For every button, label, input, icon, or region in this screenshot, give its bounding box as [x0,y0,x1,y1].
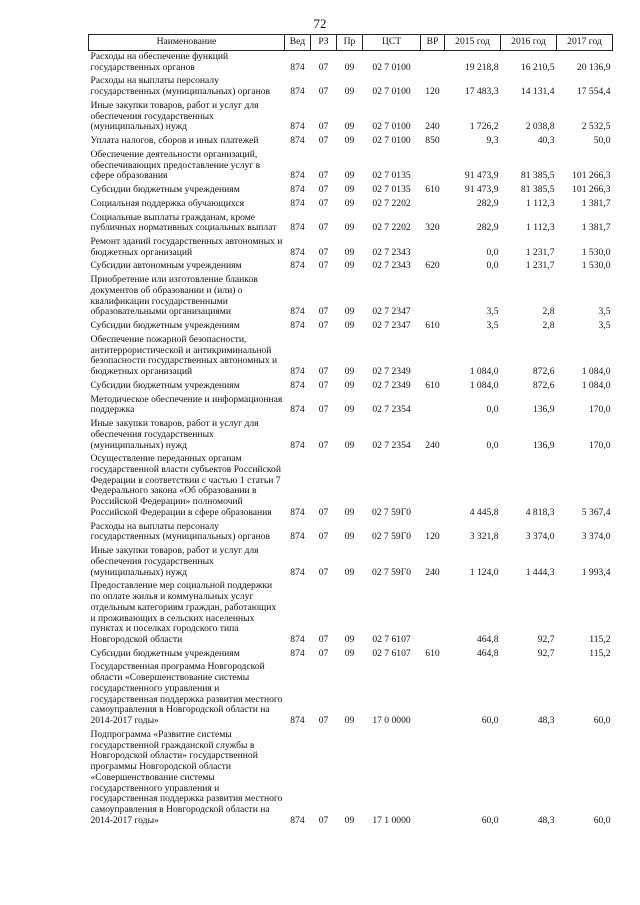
row-name: Субсидии бюджетным учреждениям [90,184,240,196]
row-2016: 16 210,5 [520,61,555,73]
row-name: Уплата налогов, сборов и иных платежей [90,135,259,147]
row-2015: 1 084,0 [469,366,499,378]
row-ved: 874 [290,531,305,543]
table-row [89,260,613,274]
row-name: Субсидии автономным учреждениям [90,260,242,272]
row-cst: 02 7 0100 [372,121,411,133]
row-vr: 610 [425,379,440,391]
row-2017: 101 266,3 [572,170,611,182]
table-row [89,380,613,394]
row-name: Обеспечение деятельности организаций, обеспечивающих предоставление услуг в сфере образования [90,148,261,182]
row-cst: 02 7 2349 [372,366,411,378]
row-name: Социальная поддержка обучающихся [90,197,245,209]
table-row [89,418,613,453]
row-vr: 610 [425,647,440,659]
row-name: Субсидии бюджетным учреждениям [90,320,240,332]
row-2016: 48,3 [537,715,555,727]
row-ved: 874 [290,633,305,645]
row-ved: 874 [290,222,305,234]
row-vr: 240 [425,439,440,451]
row-name: Осуществление переданных органам государственной власти субъектов Российской Федерации в соответствии с частью 1 статьи 7 Федерального закона «Об образовании в Российской Федерации» полномочий Российской Федерации в сфере образования [90,453,281,518]
row-2017: 1 381,7 [581,197,611,209]
page-number: 72 [313,16,327,31]
row-vr [421,274,445,320]
row-2016: 1 444,3 [525,566,555,578]
row-2015: 4 445,8 [469,506,499,518]
row-rz: 07 [318,647,329,659]
row-vr [421,729,445,829]
row-pr: 09 [344,135,355,147]
table-row [89,236,613,260]
row-pr: 09 [344,306,355,318]
row-vr: 850 [425,135,440,147]
row-vr: 240 [425,121,440,133]
row-2016: 40,3 [537,135,555,147]
row-2017: 5 367,4 [581,506,611,518]
row-rz: 07 [318,439,329,451]
row-2015: 91 473,9 [464,184,499,196]
row-vr [421,149,445,184]
row-pr: 09 [344,366,355,378]
row-2015: 3 321,8 [469,531,499,543]
row-2017: 20 136,9 [576,61,611,73]
row-rz: 07 [318,306,329,318]
row-ved: 874 [290,306,305,318]
row-vr [421,394,445,418]
row-2017: 3,5 [598,306,611,318]
row-rz: 07 [318,506,329,518]
row-2016: 3 374,0 [525,531,555,543]
header-vr: ВР [421,35,445,51]
header-2015: 2015 год [445,35,501,51]
row-vr: 120 [425,531,440,543]
table-header [89,35,613,51]
row-cst: 02 7 59Г0 [371,531,412,543]
row-2015: 3,5 [486,320,499,332]
row-rz: 07 [318,566,329,578]
row-2016: 1 231,7 [525,246,555,258]
header-2017: 2017 год [557,35,613,51]
table-row [89,274,613,320]
row-vr: 620 [425,260,440,272]
row-name: Иные закупки товаров, работ и услуг для обеспечения государственных (муниципальных) нужд [90,99,259,133]
row-2015: 0,0 [486,260,499,272]
row-2017: 1 084,0 [581,379,611,391]
header-ved: Вед [285,35,311,51]
row-name: Субсидии бюджетным учреждениям [90,379,240,391]
row-2015: 1 726,2 [469,121,499,133]
row-cst: 02 7 0100 [372,61,411,73]
row-2017: 1 084,0 [581,366,611,378]
row-name: Ремонт зданий государственных автономных и бюджетных организаций [90,236,283,258]
row-2015: 3,5 [486,306,499,318]
row-2016: 136,9 [532,439,555,451]
row-cst: 17 1 0000 [372,814,411,826]
budget-table [88,34,613,828]
header-name: Наименование [89,35,285,51]
row-pr: 09 [344,246,355,258]
row-2015: 60,0 [481,814,499,826]
row-2015: 17 483,3 [464,86,499,98]
row-pr: 09 [344,566,355,578]
row-2016: 1 112,3 [526,197,555,209]
row-rz: 07 [318,246,329,258]
row-rz: 07 [318,86,329,98]
row-vr [421,334,445,380]
row-pr: 09 [344,260,355,272]
row-2017: 17 554,4 [576,86,611,98]
row-name: Иные закупки товаров, работ и услуг для обеспечения государственных (муниципальных) нужд [90,545,259,578]
row-ved: 874 [290,379,305,391]
row-2016: 92,7 [537,633,555,645]
row-pr: 09 [344,170,355,182]
row-ved: 874 [290,320,305,332]
row-name: Расходы на выплаты персоналу государственных (муниципальных) органов [90,520,271,543]
row-2016: 1 231,7 [525,260,555,272]
row-pr: 09 [344,404,355,416]
table-row [89,545,613,580]
row-vr: 120 [425,86,440,98]
row-ved: 874 [290,566,305,578]
row-pr: 09 [344,647,355,659]
row-2017: 170,0 [588,439,611,451]
row-rz: 07 [318,170,329,182]
row-2015: 1 084,0 [469,379,499,391]
row-2015: 1 124,0 [469,566,499,578]
row-pr: 09 [344,320,355,332]
row-cst: 02 7 6107 [372,647,411,659]
row-vr: 610 [425,320,440,332]
row-ved: 874 [290,184,305,196]
row-rz: 07 [318,61,329,73]
row-ved: 874 [290,260,305,272]
row-2016: 2 038,8 [525,121,555,133]
row-vr [421,453,445,520]
row-cst: 02 7 0135 [372,170,411,182]
row-cst: 02 7 0100 [372,135,411,147]
row-pr: 09 [344,439,355,451]
row-2016: 4 818,3 [525,506,555,518]
row-ved: 874 [290,197,305,209]
table-row [89,75,613,99]
row-2015: 464,8 [476,647,499,659]
row-name: Субсидии бюджетным учреждениям [90,647,240,659]
row-cst: 02 7 2354 [372,439,411,451]
row-cst: 02 7 2202 [372,197,411,209]
row-cst: 02 7 2347 [372,320,411,332]
row-2016: 136,9 [532,404,555,416]
row-2016: 1 112,3 [526,222,555,234]
row-rz: 07 [318,320,329,332]
row-2015: 60,0 [481,715,499,727]
row-name: Расходы на выплаты персоналу государственных (муниципальных) органов [90,75,271,98]
row-2016: 2,8 [542,320,555,332]
row-pr: 09 [344,121,355,133]
header-2016: 2016 год [501,35,557,51]
row-rz: 07 [318,814,329,826]
row-pr: 09 [344,184,355,196]
row-ved: 874 [290,366,305,378]
row-2015: 91 473,9 [464,170,499,182]
row-vr [421,198,445,212]
table-row [89,661,613,728]
row-pr: 09 [344,715,355,727]
row-name: Обеспечение пожарной безопасности, антитеррористической и антикриминальной безопасности государственных автономных и бюджетных организаций [90,333,278,378]
row-pr: 09 [344,531,355,543]
row-ved: 874 [290,404,305,416]
row-2015: 282,9 [476,222,499,234]
row-pr: 09 [344,222,355,234]
table-row [89,453,613,520]
row-rz: 07 [318,404,329,416]
row-ved: 874 [290,506,305,518]
table-row [89,135,613,149]
row-rz: 07 [318,633,329,645]
row-ved: 874 [290,121,305,133]
row-rz: 07 [318,197,329,209]
row-2016: 48,3 [537,814,555,826]
row-2017: 101 266,3 [572,184,611,196]
row-ved: 874 [290,715,305,727]
row-2017: 2 532,5 [581,121,611,133]
row-cst: 02 7 2349 [372,379,411,391]
row-name: Расходы на обеспечение функций государственных органов [90,51,229,73]
table-row [89,334,613,380]
row-2015: 464,8 [476,633,499,645]
row-2017: 60,0 [593,715,611,727]
row-rz: 07 [318,379,329,391]
row-2017: 3,5 [598,320,611,332]
row-vr: 610 [425,184,440,196]
row-cst: 02 7 2347 [372,306,411,318]
header-rz: РЗ [311,35,337,51]
row-ved: 874 [290,86,305,98]
row-name: Государственная программа Новгородской области «Совершенствование системы государственного управления и государственная поддержка развития местного самоуправления в Новгородской области на 2014-2017 годы» [90,661,283,727]
row-2015: 0,0 [486,246,499,258]
table-row [89,729,613,829]
table-row [89,320,613,334]
row-cst: 02 7 2354 [372,404,411,416]
row-2017: 1 530,0 [581,260,611,272]
table-row [89,394,613,418]
row-pr: 09 [344,86,355,98]
row-pr: 09 [344,379,355,391]
row-name: Методическое обеспечение и информационная поддержка [90,393,283,416]
row-2017: 115,2 [589,647,611,659]
row-pr: 09 [344,197,355,209]
row-rz: 07 [318,366,329,378]
row-ved: 874 [290,439,305,451]
row-vr: 240 [425,566,440,578]
row-2015: 9,3 [486,135,499,147]
row-ved: 874 [290,246,305,258]
row-rz: 07 [318,135,329,147]
row-2017: 170,0 [588,404,611,416]
row-2016: 81 385,5 [520,184,555,196]
row-vr [421,661,445,728]
row-cst: 02 7 0135 [372,184,411,196]
row-ved: 874 [290,61,305,73]
row-name: Подпрограмма «Развитие системы государственной гражданской службы в Новгородской области» государственной программы Новгородской области «Совершенствование системы государственного управления и государственная поддержка развития местного самоуправления в Новгородской области на 2014-2017 годы» [90,728,283,826]
row-cst: 02 7 2343 [372,260,411,272]
row-rz: 07 [318,184,329,196]
table-row [89,100,613,135]
row-2016: 872,6 [532,366,555,378]
row-cst: 02 7 6107 [372,633,411,645]
row-name: Приобретение или изготовление бланков документов об образовании и (или) о квалификации государственными образовательными организациями [90,274,258,318]
row-2017: 1 381,7 [581,222,611,234]
row-2017: 60,0 [593,814,611,826]
row-cst: 02 7 59Г0 [371,506,412,518]
row-2016: 2,8 [542,306,555,318]
row-rz: 07 [318,222,329,234]
row-cst: 02 7 0100 [372,86,411,98]
table-row [89,149,613,184]
row-cst: 02 7 59Г0 [371,566,412,578]
table-row [89,184,613,198]
row-name: Предоставление мер социальной поддержки по оплате жилья и коммунальных услуг отдельным категориям граждан, работающих и проживающих в сельских населенных пунктах и поселках городского типа Новгородской области [90,580,277,645]
table-row [89,521,613,545]
row-rz: 07 [318,715,329,727]
table-row [89,580,613,647]
header-pr: Пр [337,35,363,51]
row-ved: 874 [290,647,305,659]
row-name: Иные закупки товаров, работ и услуг для обеспечения государственных (муниципальных) нужд [90,418,259,451]
row-2016: 92,7 [537,647,555,659]
row-pr: 09 [344,61,355,73]
table-row [89,212,613,236]
table-row [89,51,613,76]
row-ved: 874 [290,814,305,826]
row-vr [421,51,445,76]
row-vr: 320 [425,222,440,234]
row-name: Социальные выплаты гражданам, кроме публичных нормативных социальных выплат [90,211,277,234]
row-2017: 1 993,4 [581,566,611,578]
table-row [89,648,613,662]
row-2015: 0,0 [486,404,499,416]
row-rz: 07 [318,260,329,272]
row-2017: 1 530,0 [581,246,611,258]
row-vr [421,236,445,260]
row-vr [421,580,445,647]
row-2016: 872,6 [532,379,555,391]
row-2015: 19 218,8 [464,61,499,73]
row-2016: 81 385,5 [520,170,555,182]
row-2015: 282,9 [476,197,499,209]
row-rz: 07 [318,121,329,133]
row-cst: 02 7 2202 [372,222,411,234]
row-2016: 14 131,4 [520,86,555,98]
row-ved: 874 [290,135,305,147]
row-2017: 50,0 [593,135,611,147]
row-2017: 3 374,0 [581,531,611,543]
row-pr: 09 [344,633,355,645]
header-cst: ЦСТ [363,35,421,51]
table-row [89,198,613,212]
row-pr: 09 [344,506,355,518]
row-cst: 17 0 0000 [372,715,411,727]
row-2017: 115,2 [589,633,611,645]
table-body [89,51,613,829]
row-rz: 07 [318,531,329,543]
row-cst: 02 7 2343 [372,246,411,258]
row-pr: 09 [344,814,355,826]
row-ved: 874 [290,170,305,182]
row-2015: 0,0 [486,439,499,451]
